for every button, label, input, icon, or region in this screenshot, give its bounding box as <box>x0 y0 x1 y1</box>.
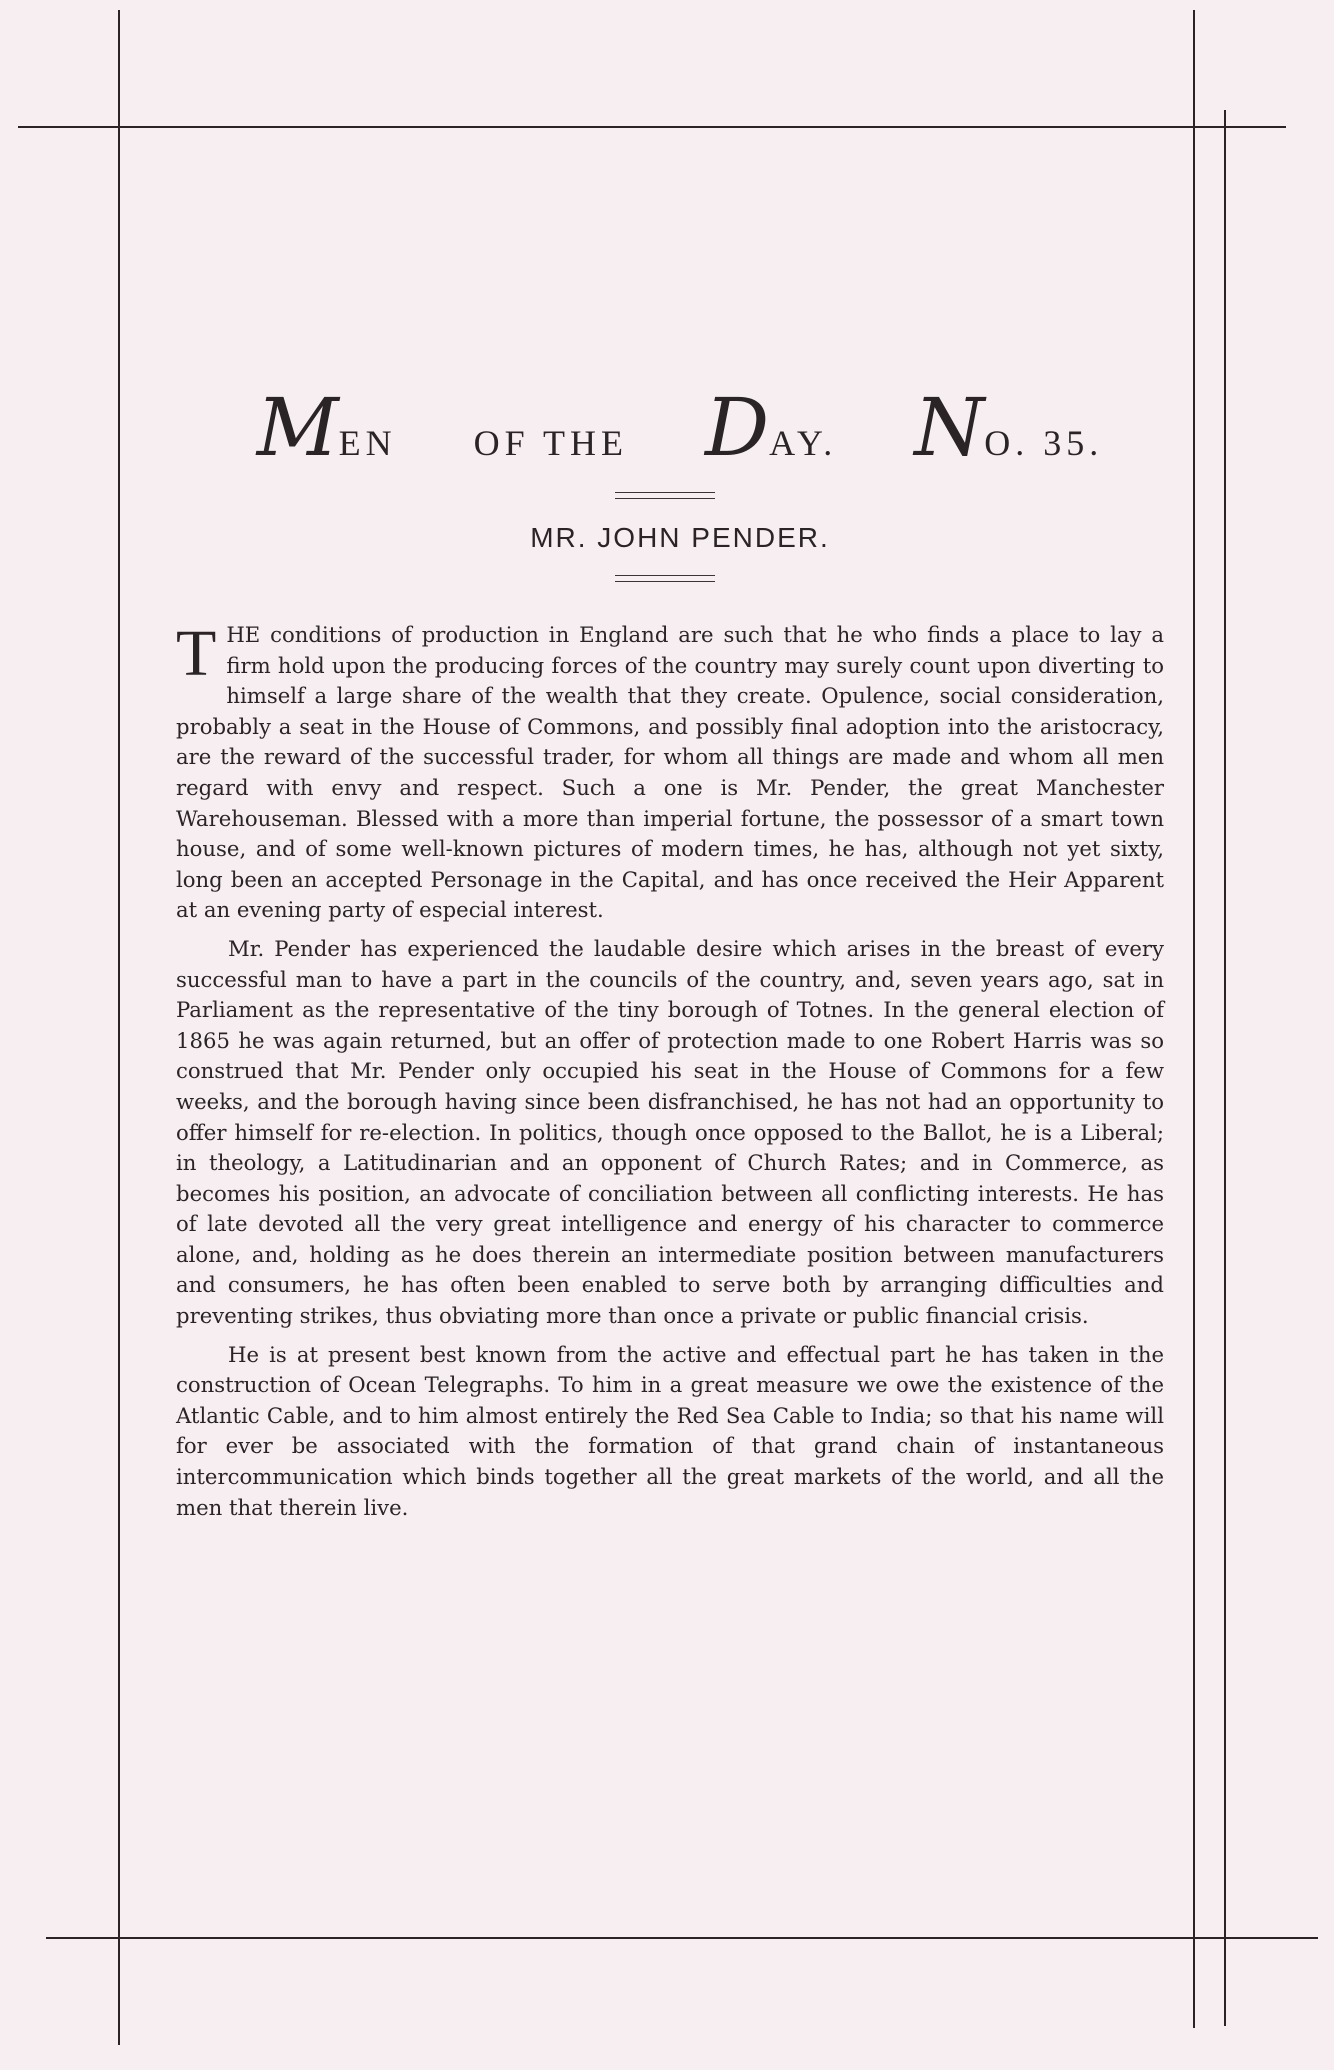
title-en: EN <box>338 423 397 463</box>
bottom-border-rule <box>46 1937 1318 1939</box>
paragraph-3: He is at present best known from the active and effectual part he has taken in the construction of Ocean Telegraphs. To him in a great measure we owe the existence of the Atlantic Cable, and to him almost entirely the Red Sea Cable to India; so that his name will for ever be associated with the formation of that grand chain of instantaneous intercommunication which binds together all the great markets of the world, and all the men that therein live. <box>176 1341 1164 1520</box>
drop-cap: T <box>176 617 217 690</box>
top-border-rule <box>18 126 1286 128</box>
title-divider-lower <box>615 575 715 582</box>
title-ay: AY. <box>769 423 838 463</box>
page-title <box>150 381 1210 474</box>
article-subtitle: MR. JOHN PENDER. <box>530 522 830 553</box>
title-of-the: OF THE <box>473 423 629 463</box>
paragraph-1-text: HE conditions of production in England are such that he who finds a place to lay a firm hold upon the producing forces of the country may surely count upon diverting to himself a large share of the wealth that they create. Opulence, social consideration, probably a seat in the House of Commons, and possibly final adoption into the aristocracy, are the reward of the successful trader, for whom all things are made and whom all men regard with envy and respect. Such a one is Mr. Pender, the great Manchester Warehouseman. Blessed with a more than imperial fortune, the possessor of a smart town house, and of some well-known pictures of modern times, he has, although not yet sixty, long been an accepted Personage in the Capital, and has once received the Heir Apparent at an evening party of especial interest. <box>176 622 1164 923</box>
paragraph-1 <box>176 617 1164 926</box>
right-border-rule <box>1193 10 1195 2028</box>
paragraph-2: Mr. Pender has experienced the laudable desire which arises in the breast of every successful man to have a part in the councils of the country, and, seven years ago, sat in Parliament as the representative of the tiny borough of Totnes. In the general election of 1865 he was again returned, but an offer of protection made to one Robert Harris was so construed that Mr. Pender only occupied his seat in the House of Commons for a few weeks, and the borough having since been disfranchised, he has not had an opportunity to offer himself for re-election. In politics, though once opposed to the Ballot, he is a Liberal; in theology, a Latitudinarian and an opponent of Church Rates; and in Commerce, as becomes his position, an advocate of conciliation between all conflicting interests. He has of late devoted all the very great intelligence and energy of his character to commerce alone, and, holding as he does therein an intermediate position between manufacturers and consumers, he has often been enabled to serve both by arranging difficulties and preventing strikes, thus obviating more than once a private or public financial crisis. <box>176 935 1164 1329</box>
right-border-rule-inner <box>1224 110 1226 2026</box>
title-divider-upper <box>615 492 715 499</box>
left-border-rule <box>118 10 120 2045</box>
title-initial-d: D <box>705 381 770 474</box>
article-body <box>176 617 1164 1531</box>
title-initial-n: N <box>914 381 985 474</box>
title-initial-m: M <box>256 381 339 474</box>
title-number: O. 35. <box>984 423 1104 463</box>
